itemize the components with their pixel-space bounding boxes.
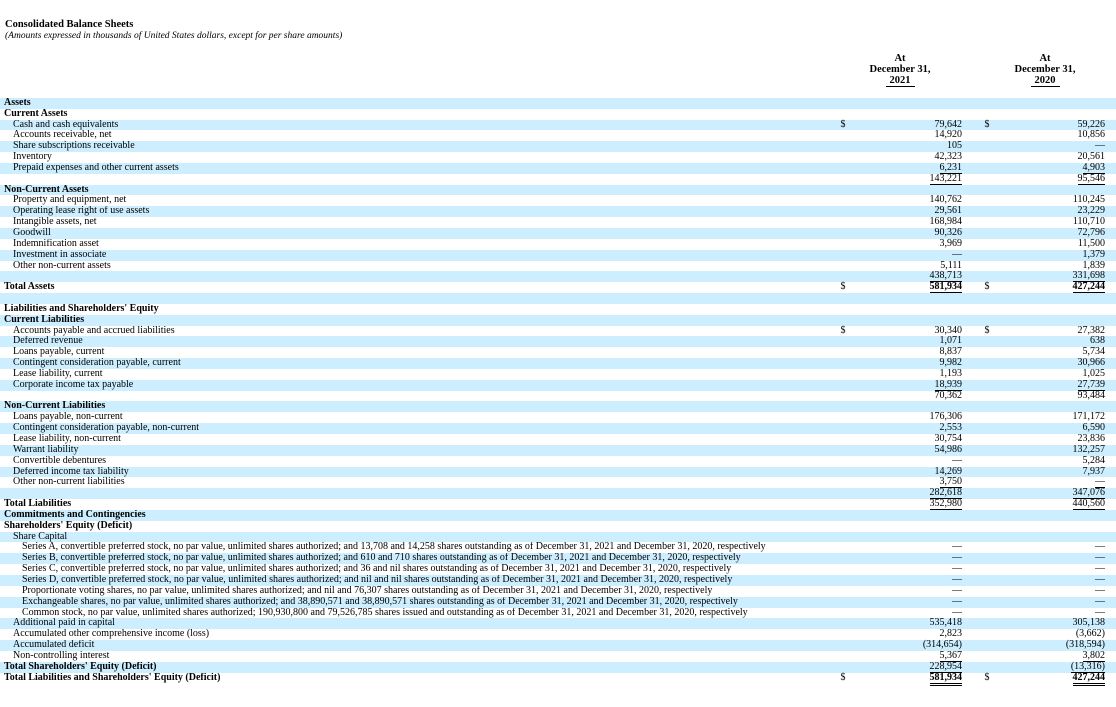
row-label: Accounts payable and accrued liabilities xyxy=(13,325,175,336)
row-label: Share Capital xyxy=(13,531,68,542)
currency-symbol: $ xyxy=(984,671,990,683)
document-subtitle: (Amounts expressed in thousands of United States dollars, except for per share amounts) xyxy=(5,31,343,41)
value-2021 xyxy=(890,662,962,673)
row-label: Total Shareholders' Equity (Deficit) xyxy=(4,661,157,672)
value-2021-value: 140,762 xyxy=(929,194,962,206)
value-2021-value: 30,340 xyxy=(934,324,962,336)
value-2021-value: 9,982 xyxy=(939,357,962,369)
value-2020 xyxy=(1035,662,1105,673)
row-label: Liabilities and Shareholders' Equity xyxy=(4,303,159,314)
row-label: Intangible assets, net xyxy=(13,217,97,228)
row-label: Current Liabilities xyxy=(4,314,85,325)
value-2020-value: (13,316) xyxy=(1070,660,1105,672)
value-2020-value: 440,560 xyxy=(1072,498,1105,510)
value-2020-value: 1,025 xyxy=(1082,367,1105,379)
value-2020-value: 1,379 xyxy=(1082,248,1105,260)
row-label: Other non-current liabilities xyxy=(13,477,125,488)
table-row xyxy=(0,445,1116,456)
value-2021-value: 176,306 xyxy=(929,411,962,423)
row-label: Deferred income tax liability xyxy=(13,466,129,477)
row-label: Investment in associate xyxy=(13,249,107,260)
value-2020-value: 59,226 xyxy=(1077,118,1105,130)
value-2021 xyxy=(890,391,962,402)
value-2021-value: — xyxy=(952,595,962,607)
table-row xyxy=(0,282,1116,293)
value-2021-value: — xyxy=(952,573,962,585)
value-2021-value: 2,823 xyxy=(939,628,962,640)
currency-symbol: $ xyxy=(984,281,990,293)
value-2020-value: 5,284 xyxy=(1082,454,1105,466)
value-2020-value: 23,229 xyxy=(1077,205,1105,217)
value-2021-value: 3,750 xyxy=(939,476,962,488)
value-2021-value: — xyxy=(952,563,962,575)
value-2021-value: 79,642 xyxy=(934,118,962,130)
value-2021-value: 143,221 xyxy=(929,172,962,184)
value-2020-value: 72,796 xyxy=(1077,226,1105,238)
value-2021-value: 581,934 xyxy=(930,672,963,686)
row-label: Loans payable, non-current xyxy=(13,412,123,423)
row-label: Additional paid in capital xyxy=(13,618,115,629)
value-2021-value: 30,754 xyxy=(934,433,962,444)
value-2021-value: 70,362 xyxy=(934,389,962,401)
row-label: Lease liability, current xyxy=(13,368,103,379)
value-2020-value: 1,839 xyxy=(1082,259,1105,271)
value-2020 xyxy=(1035,250,1105,261)
row-label: Inventory xyxy=(13,152,52,163)
value-2020-value: — xyxy=(1095,140,1105,152)
table-row xyxy=(0,304,1116,315)
table-row xyxy=(0,564,1116,575)
value-2020 xyxy=(1035,673,1105,684)
value-2020-value: — xyxy=(1095,584,1105,596)
value-2021 xyxy=(890,380,962,391)
value-2021-value: (314,654) xyxy=(922,639,962,651)
column-header-2020: At December 31, 2020 xyxy=(1014,53,1076,86)
row-label: Loans payable, current xyxy=(13,347,105,358)
row-label: Accumulated deficit xyxy=(13,640,95,651)
value-2021-value: 2,553 xyxy=(939,422,962,434)
value-2021-value: — xyxy=(952,454,962,466)
value-2020-value: — xyxy=(1095,573,1105,585)
row-label: Total Liabilities and Shareholders' Equity (Deficit) xyxy=(4,672,221,683)
row-label: Contingent consideration payable, current xyxy=(13,358,181,369)
value-2020-value: 20,561 xyxy=(1077,151,1105,163)
row-label: Indemnification asset xyxy=(13,238,99,249)
row-label: Commitments and Contingencies xyxy=(4,509,146,520)
table-row xyxy=(0,553,1116,564)
row-label: Non-controlling interest xyxy=(13,650,110,661)
row-label: Contingent consideration payable, non-current xyxy=(13,423,200,434)
row-label: Common stock, no par value, unlimited shares authorized; 190,930,800 and 79,526,785 shares issued and outstanding as of December 31, 2021 and December 31, 2020, respectively xyxy=(22,607,748,618)
value-2020-value: — xyxy=(1095,552,1105,564)
value-2021-value: 3,969 xyxy=(939,237,962,249)
row-label: Convertible debentures xyxy=(13,455,107,466)
value-2021-value: 1,193 xyxy=(939,367,962,379)
value-2020-value: 427,244 xyxy=(1073,281,1106,295)
row-label: Total Liabilities xyxy=(4,499,72,510)
value-2020 xyxy=(1035,391,1105,402)
table-row xyxy=(0,239,1116,250)
value-2021-value: 282,618 xyxy=(929,487,962,499)
value-2021 xyxy=(890,250,962,261)
value-2021-value: 90,326 xyxy=(934,226,962,238)
table-row xyxy=(0,87,1116,98)
value-2020-value: 10,856 xyxy=(1077,129,1105,141)
value-2020-value: — xyxy=(1095,563,1105,575)
value-2021-value: 1,071 xyxy=(939,335,962,347)
value-2020-value: 23,836 xyxy=(1077,433,1105,444)
row-label: Current Assets xyxy=(4,108,68,119)
row-label: Lease liability, non-current xyxy=(13,434,121,444)
value-2021-value: — xyxy=(952,541,962,553)
table-row xyxy=(0,662,1116,673)
currency-symbol: $ xyxy=(840,324,846,336)
table-row xyxy=(0,532,1116,543)
value-2021 xyxy=(890,673,962,684)
row-label: Corporate income tax payable xyxy=(13,379,134,390)
row-label: Other non-current assets xyxy=(13,260,111,271)
value-2020-value: 427,244 xyxy=(1073,672,1106,686)
value-2021 xyxy=(890,282,962,293)
value-2021-value: 228,954 xyxy=(929,660,962,672)
value-2021-value: 14,920 xyxy=(934,129,962,141)
row-label: Assets xyxy=(4,97,31,108)
table-row xyxy=(0,575,1116,586)
value-2020-value: (318,594) xyxy=(1065,639,1105,651)
value-2021-value: 54,986 xyxy=(934,443,962,455)
row-label: Property and equipment, net xyxy=(13,195,127,206)
value-2020-value: 638 xyxy=(1090,335,1105,347)
value-2020 xyxy=(1035,380,1105,391)
value-2020-value: — xyxy=(1095,595,1105,607)
value-2021-value: 105 xyxy=(947,140,962,152)
value-2020-value: 7,937 xyxy=(1082,465,1105,477)
row-label: Prepaid expenses and other current assets xyxy=(13,162,179,173)
document-title: Consolidated Balance Sheets xyxy=(5,19,134,30)
row-label: Series A, convertible preferred stock, no par value, unlimited shares authorized; and 13,708 and 14,258 shares outstanding as of December 31, 2021 and December 31, 2020, respectively xyxy=(22,542,766,553)
currency-symbol: $ xyxy=(840,671,846,683)
value-2020-value: — xyxy=(1095,541,1105,553)
table-row xyxy=(0,597,1116,608)
value-2020-value: (3,662) xyxy=(1075,628,1105,640)
value-2021-value: 42,323 xyxy=(934,151,962,163)
row-label: Share subscriptions receivable xyxy=(13,141,135,152)
value-2020-value: 27,382 xyxy=(1077,324,1105,336)
value-2020-value: 3,802 xyxy=(1082,649,1105,661)
row-label: Series D, convertible preferred stock, no par value, unlimited shares authorized; and nil and nil shares outstanding as of December 31, 2021 and December 31, 2020, respectively xyxy=(22,574,733,585)
currency-symbol: $ xyxy=(840,281,846,293)
column-header-2021: At December 31, 2021 xyxy=(869,53,931,86)
value-2021-value: 8,837 xyxy=(939,346,962,358)
value-2021-value: 168,984 xyxy=(929,216,962,228)
value-2020-value: 171,172 xyxy=(1072,411,1105,423)
value-2020-value: 347,076 xyxy=(1072,487,1105,499)
value-2020-value: 331,698 xyxy=(1072,270,1105,282)
value-2021 xyxy=(890,499,962,510)
value-2020-value: 4,903 xyxy=(1082,161,1105,173)
value-2021-value: 581,934 xyxy=(930,281,963,295)
value-2020-value: 110,245 xyxy=(1072,194,1105,206)
row-label: Warrant liability xyxy=(13,444,79,455)
value-2021-value: — xyxy=(952,584,962,596)
value-2020-value: 95,546 xyxy=(1077,172,1105,184)
table-row xyxy=(0,174,1116,185)
table-row xyxy=(0,98,1116,109)
value-2020-value: 305,138 xyxy=(1072,617,1105,629)
table-row xyxy=(0,250,1116,261)
value-2021-value: 535,418 xyxy=(929,617,962,629)
value-2021-value: — xyxy=(952,606,962,618)
value-2021 xyxy=(890,174,962,185)
table-row xyxy=(0,542,1116,553)
table-row xyxy=(0,586,1116,597)
value-2020-value: 27,739 xyxy=(1077,378,1105,390)
row-label: Total Assets xyxy=(4,282,55,293)
row-label: Shareholders' Equity (Deficit) xyxy=(4,520,133,531)
row-label: Operating lease right of use assets xyxy=(13,206,150,217)
value-2021-value: 18,939 xyxy=(934,378,962,390)
table-row xyxy=(0,510,1116,521)
table-row xyxy=(0,391,1116,402)
value-2021-value: 5,111 xyxy=(940,259,962,271)
value-2021-value: 29,561 xyxy=(934,205,962,217)
value-2020-value: 110,710 xyxy=(1072,216,1105,228)
value-2020-value: 6,590 xyxy=(1082,422,1105,434)
value-2021-value: 438,713 xyxy=(929,270,962,282)
row-label: Series C, convertible preferred stock, no par value, unlimited shares authorized; and 36 and nil shares outstanding as of December 31, 2021 and December 31, 2020, respectively xyxy=(22,564,732,575)
currency-symbol: $ xyxy=(840,118,846,130)
row-label: Goodwill xyxy=(13,227,51,238)
value-2020-value: — xyxy=(1095,476,1105,488)
row-label: Exchangeable shares, no par value, unlimited shares authorized; and 38,890,571 and 38,890,571 shares outstanding as of December 31, 2021 and December 31, 2020, respectively xyxy=(22,596,738,607)
table-row xyxy=(0,380,1116,391)
table-row xyxy=(0,673,1116,684)
balance-sheet-table xyxy=(0,87,1116,683)
table-row xyxy=(0,521,1116,532)
value-2020-value: 11,500 xyxy=(1077,237,1105,249)
value-2020 xyxy=(1035,282,1105,293)
row-label: Deferred revenue xyxy=(13,336,83,347)
value-2021-value: — xyxy=(952,552,962,564)
table-row xyxy=(0,293,1116,304)
value-2020-value: 132,257 xyxy=(1072,443,1105,455)
value-2021-value: 352,980 xyxy=(929,498,962,510)
row-label: Proportionate voting shares, no par value, unlimited shares authorized; and nil and 76,307 shares outstanding as of December 31, 2021 and December 31, 2020, respectively xyxy=(22,585,713,596)
value-2020-value: — xyxy=(1095,606,1105,618)
row-label: Non-Current Liabilities xyxy=(4,401,106,412)
value-2021-value: 6,231 xyxy=(939,161,962,173)
value-2020-value: 30,966 xyxy=(1077,357,1105,369)
value-2020-value: 93,484 xyxy=(1077,389,1105,401)
row-label: Accumulated other comprehensive income (loss) xyxy=(13,629,210,640)
row-label: Series B, convertible preferred stock, no par value, unlimited shares authorized; and 610 and 710 shares outstanding as of December 31, 2021 and December 31, 2020, respectively xyxy=(22,553,741,564)
value-2021-value: 14,269 xyxy=(934,465,962,477)
row-label: Cash and cash equivalents xyxy=(13,119,119,130)
value-2021-value: 5,367 xyxy=(939,649,962,661)
table-row xyxy=(0,499,1116,510)
row-label: Non-Current Assets xyxy=(4,184,89,195)
row-label: Accounts receivable, net xyxy=(13,130,112,141)
value-2021-value: — xyxy=(952,248,962,260)
value-2020-value: 5,734 xyxy=(1082,346,1105,358)
currency-symbol: $ xyxy=(984,324,990,336)
currency-symbol: $ xyxy=(984,118,990,130)
value-2020 xyxy=(1035,499,1105,510)
value-2020 xyxy=(1035,174,1105,185)
